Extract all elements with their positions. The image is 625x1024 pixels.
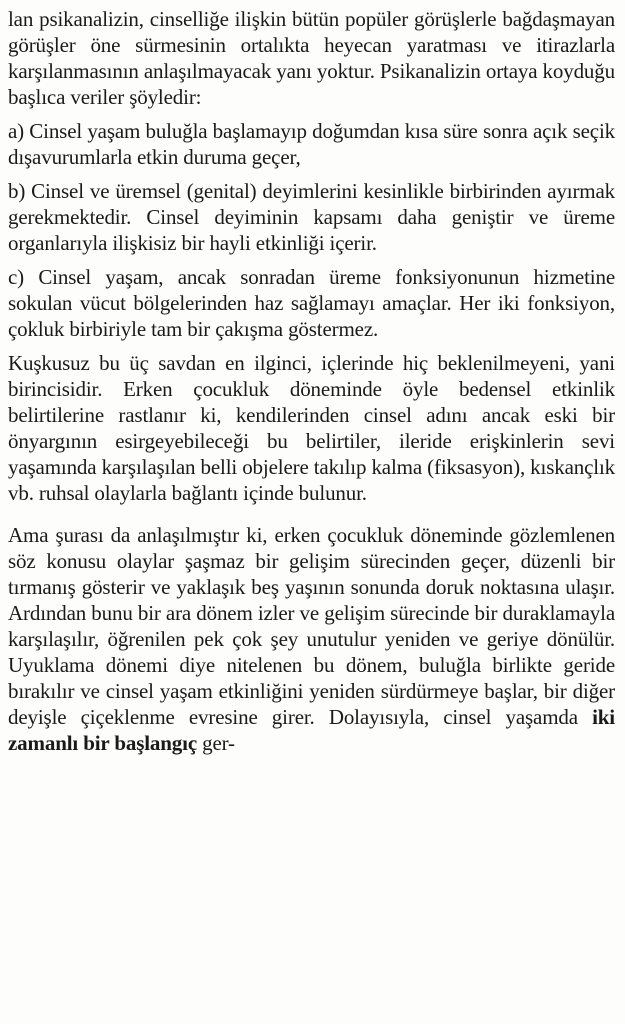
emphasis-two-phase-onset: iki zamanlı bir başlangıç [8,705,615,755]
paragraph-intro: lan psikanalizin, cinselliğe ilişkin bütün popüler görüşlerle bağdaşmayan görüşler öne sürmesinin ortalıkta heyecan yaratması ve itirazlarla karşılanmasının anlaşılmayacak yanı yoktur. Psikanalizin ortaya koyduğu başlıca veriler şöyledir: [8,7,615,109]
paragraph-point-a: a) Cinsel yaşam buluğla başlamayıp doğumdan kısa süre sonra açık seçik dışavurumlarla etkin duruma geçer, [8,119,615,169]
paragraph-discussion: Kuşkusuz bu üç savdan en ilginci, içlerinde hiç beklenilmeyeni, yani birincisidir. Erken çocukluk döneminde öyle bedensel etkinlik belirtilerine rastlanır ki, kendilerinden cinsel adını ancak eski bir önyargının esirgeyebileceği bu belirtiler, ileride erişkinlerin sevi yaşamında karşılaşılan belli objelere takılıp kalma (fiksasyon), kıskançlık vb. ruhsal olaylarla bağlantı içinde bulunur. [8,351,615,505]
paragraph-development [8,522,615,756]
paragraph-point-c: c) Cinsel yaşam, ancak sonradan üreme fonksiyonunun hizmetine sokulan vücut bölgelerinden haz sağlamayı amaçlar. Her iki fonksiyon, çokluk birbiriyle tam bir çakışma göstermez. [8,265,615,341]
paragraph-point-b: b) Cinsel ve üremsel (genital) deyimlerini kesinlikle birbirinden ayırmak gerekmektedir. Cinsel deyiminin kapsamı daha geniştir ve üreme organlarıyla ilişkisiz bir hayli etkinliği içerir. [8,179,615,255]
paragraph-development-tail: ger- [197,731,235,755]
paragraph-development-text: Ama şurası da anlaşılmıştır ki, erken çocukluk döneminde gözlemlenen söz konusu olaylar şaşmaz bir gelişim sürecinden geçer, düzenli bir tırmanış gösterir ve yaklaşık beş yaşının sonunda doruk noktasına ulaşır. Ardından bunu bir ara dönem izler ve gelişim sürecinde bir duraklamayla karşılaşılır, öğrenilen pek çok şey unutulur yeniden ve geriye dönülür. Uyuklama dönemi diye nitelenen bu dönem, buluğla birlikte geride bırakılır ve cinsel yaşam etkinliğini yeniden sürdürmeye başlar, bir diğer deyişle çiçeklenme evresine girer. Dolayısıyla, cinsel yaşamda [8,523,615,729]
